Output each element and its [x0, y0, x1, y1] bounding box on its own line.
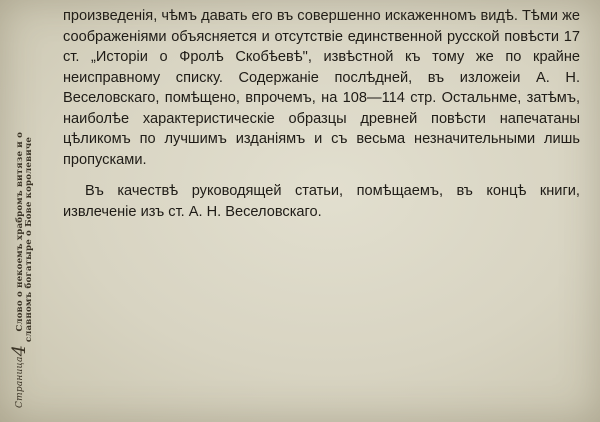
main-text — [63, 6, 580, 222]
paragraph-1: произведенія, чѣмъ давать его въ совершенно искаженномъ видѣ. Тѣми же соображеніями объясняется и отсутствіе единственной русской повѣсти 17 ст. „Исторіи о Фролѣ Скобѣевѣ", извѣстной къ тому же по крайне неисправному списку. Содержаніе послѣдней, въ изложеіи А. Н. Веселовскаго, помѣщено, впрочемъ, на 108—114 стр. Остальнме, затѣмъ, наиболѣе характеристическіе образцы древней повѣсти напечатаны цѣликомъ по лучшимъ изданіямъ и съ весьма незначительными лишь пропусками. — [63, 8, 580, 168]
page-label: Страница — [15, 356, 25, 408]
sidebar — [0, 0, 44, 422]
page-number: 4 — [9, 344, 30, 357]
sidebar-title-line2: славномъ богатыре о Бове королевиче — [24, 136, 34, 342]
sidebar-title-line1: Слово о некоемъ храбромъ витязе и о — [15, 132, 25, 332]
paragraph-2: Въ качествѣ руководящей статьи, помѣщаемъ, въ концѣ книги, извлеченіе изъ ст. А. Н. Веселовскаго. — [63, 183, 580, 220]
